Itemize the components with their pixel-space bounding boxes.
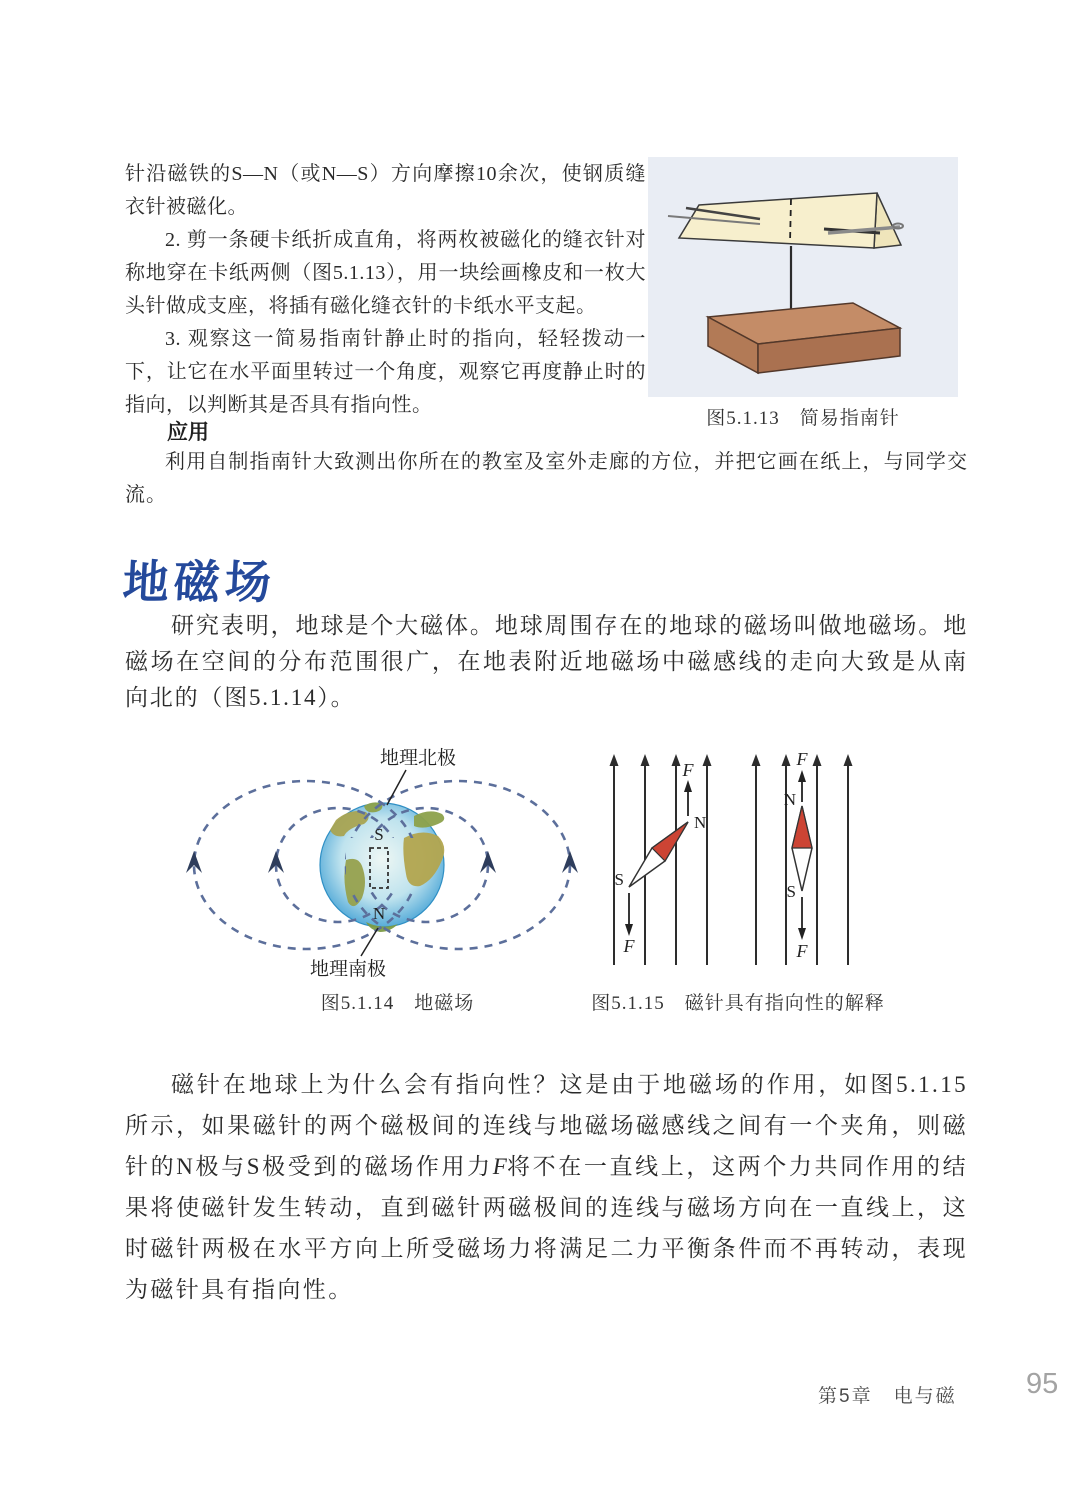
- footer-chapter-title: 第5章 电与磁: [818, 1386, 957, 1407]
- footer-page-number: 95: [1026, 1368, 1059, 1400]
- eraser-base: [708, 303, 900, 373]
- section-heading-geomagnetic-field: 地磁场: [121, 556, 278, 608]
- geographic-south-label: 地理南极: [309, 959, 387, 980]
- needle-north-label-right: N: [783, 790, 796, 809]
- force-label-up-right: F: [796, 749, 808, 769]
- figure-simple-compass: [648, 157, 958, 397]
- magnet-south-label: S: [374, 825, 384, 844]
- tilted-compass-needle: [615, 760, 707, 956]
- orientation-explanation-paragraph: [125, 1064, 968, 1310]
- explanation-text-1: 磁针在地球上为什么会有指向性？这是由于地磁场的作用，如图5.1.15所示，如果磁针的两个磁极间的连线与地磁场磁感线之间有一个夹角，则磁针的N极与S极受到的磁场作用力: [125, 1072, 968, 1179]
- aligned-compass-needle: [784, 749, 812, 961]
- geographic-north-label: 地理北极: [379, 748, 457, 769]
- top-text-column: [125, 158, 646, 422]
- paragraph-magnetize-needle: 针沿磁铁的S—N（或N—S）方向摩擦10余次，使钢质缝衣针被磁化。: [125, 163, 646, 218]
- force-symbol: F: [492, 1154, 507, 1179]
- north-leader-line: [387, 770, 406, 805]
- magnet-north-label: N: [372, 904, 386, 923]
- needle-south-label-right: S: [786, 882, 796, 901]
- force-label-down-right: F: [796, 941, 808, 961]
- figure-5-1-13-caption: 图5.1.13 简易指南针: [706, 408, 900, 429]
- field-line-arrowheads-left: [610, 754, 712, 766]
- application-heading: 应用: [167, 421, 209, 444]
- paragraph-step-2: 2. 剪一条硬卡纸折成直角，将两枚被磁化的缝衣针对称地穿在卡纸两侧（图5.1.13），用一块绘画橡皮和一枚大头针做成支座，将插有磁化缝衣针的卡纸水平支起。: [125, 229, 646, 317]
- figure-earth-magnetic-field: [178, 742, 578, 992]
- simple-compass-illustration: [648, 157, 958, 397]
- paragraph-step-3: 3. 观察这一简易指南针静止时的指向，轻轻拨动一下，让它在水平面里转过一个角度，观察它再度静止时的指向，以判断其是否具有指向性。: [125, 328, 646, 416]
- force-label-up-left: F: [682, 760, 694, 780]
- figure-needle-orientation: [588, 748, 948, 973]
- figure-5-1-15-caption: 图5.1.15 磁针具有指向性的解释: [591, 993, 885, 1014]
- needle-south-label-left: S: [614, 870, 624, 889]
- application-text: 利用自制指南针大致测出你所在的教室及室外走廊的方位，并把它画在纸上，与同学交流。: [125, 451, 968, 506]
- needle-north-label-left: N: [694, 813, 707, 832]
- figure-5-1-14-caption: 图5.1.14 地磁场: [320, 993, 475, 1014]
- geomagnetic-intro-paragraph: 研究表明，地球是个大磁体。地球周围存在的地球的磁场叫做地磁场。地磁场在空间的分布范围很广，在地表附近地磁场中磁感线的走向大致是从南向北的（图5.1.14）。: [125, 613, 968, 710]
- south-leader-line: [361, 928, 378, 956]
- explanation-text-2: 将不在一直线上，这两个力共同作用的结果将使磁针发生转动，直到磁针两磁极间的连线与磁场方向在一直线上，这时磁针两极在水平方向上所受磁场力将满足二力平衡条件而不再转动，表现为磁针具有指向性。: [125, 1154, 968, 1302]
- force-label-down-left: F: [623, 936, 635, 956]
